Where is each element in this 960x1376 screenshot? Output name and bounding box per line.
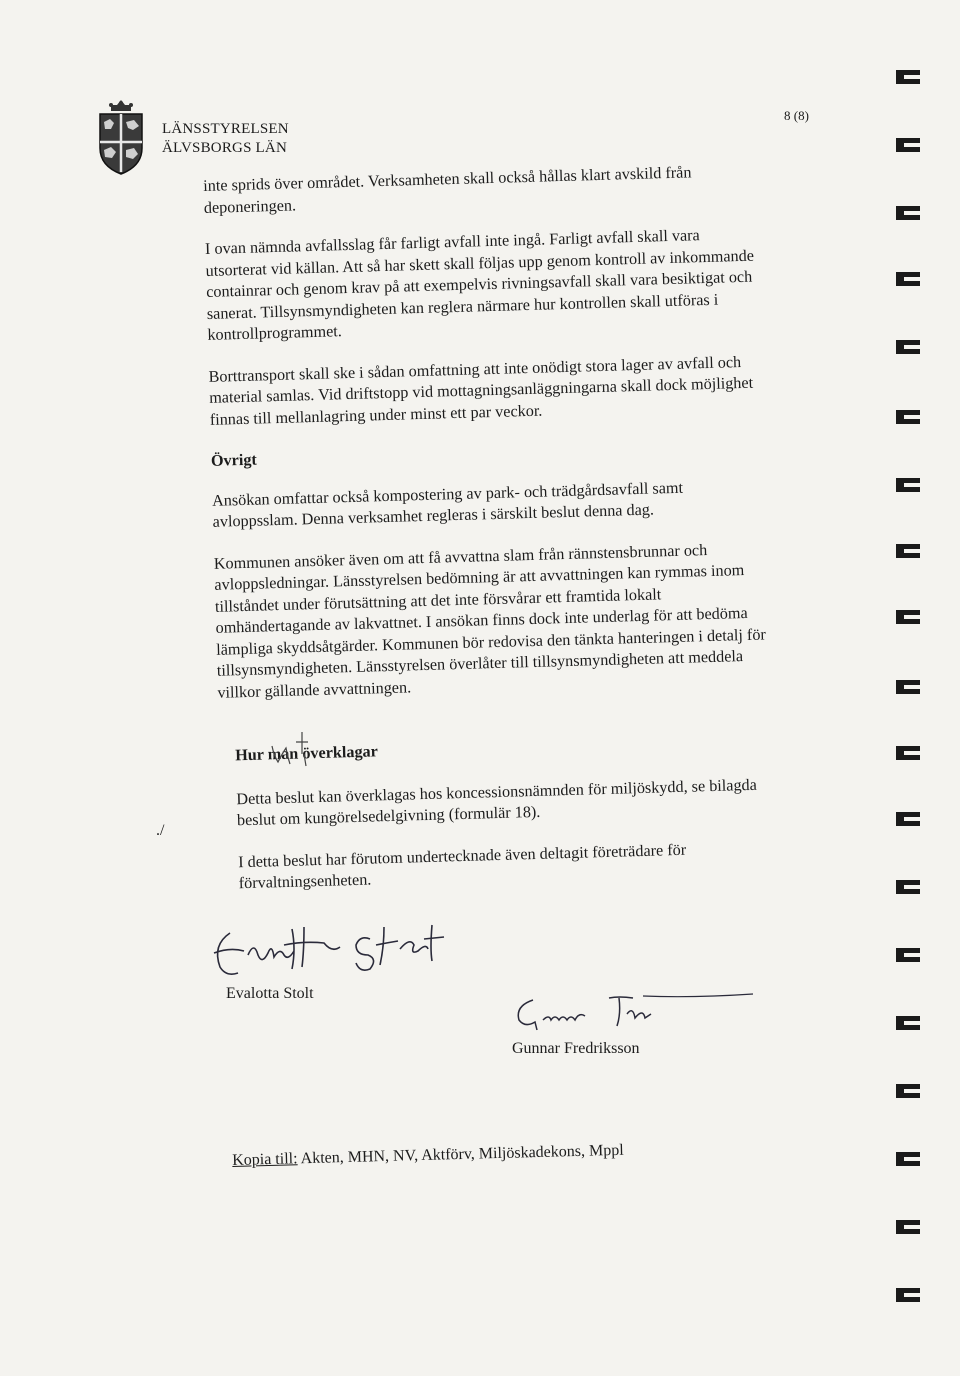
authority-county: ÄLVSBORGS LÄN bbox=[162, 140, 287, 156]
binding-punch-marks bbox=[888, 60, 928, 1360]
copy-distribution bbox=[232, 1142, 624, 1170]
page-number: 8 (8) bbox=[784, 108, 809, 123]
coat-of-arms-icon bbox=[96, 98, 146, 178]
signer-name: Evalotta Stolt bbox=[226, 985, 314, 1002]
authority-name: LÄNSSTYRELSEN bbox=[162, 121, 289, 137]
letter-body bbox=[203, 160, 783, 915]
section-heading-other: Övrigt bbox=[210, 450, 258, 470]
signature-evalotta-stolt bbox=[200, 915, 470, 985]
body-paragraph: inte sprids över området. Verksamheten skall också hållas klart avskild från deponeringen. bbox=[203, 163, 692, 217]
body-paragraph: Detta beslut kan överklagas hos koncessionsnämnden för miljöskydd, se bilagda beslut om kungörelsedelgivning (formulär 18). bbox=[236, 775, 758, 830]
body-paragraph: I ovan nämnda avfallsslag får farligt avfall inte ingå. Farligt avfall skall vara utsorterat vid källan. Att så har skett skall följas upp genom kontroll av inkommande containrar och genom krav på att exempelvis rivningsavfall skall vara besiktigat och sanerat. Tillsynsmyndigheten kan reglera närmare hur kontrollen skall utföras i kontrollprogrammet. bbox=[204, 226, 755, 344]
issuing-authority bbox=[162, 120, 289, 158]
margin-mark: ./ bbox=[156, 822, 165, 839]
signer-name: Gunnar Fredriksson bbox=[512, 1040, 640, 1057]
copy-recipients: Akten, MHN, NV, Aktförv, Miljöskadekons, Mppl bbox=[300, 1141, 624, 1168]
body-paragraph: Borttransport skall ske i sådan omfattning att inte onödigt stora lager av avfall och material samlas. Vid driftstopp vid mottagningsanläggningarna skall dock möjlighet finnas till mellanlagring under minst ett par veckor. bbox=[208, 352, 754, 429]
body-paragraph: Kommunen ansöker även om att få avvattna slam från rännstensbrunnar och avloppsledningar. Länsstyrelsen bedömning är att avvattningen kan rymmas inom tillståndet under förutsättning att det inte försvårar ett framtida lokalt omhändertagande av lakvattnet. I ansökan finns dock inte underlag för att bedöma lämpliga skyddsåtgärder. Kommunen bör redovisa den tänkta hanteringen i detalj för tillsynsmyndigheten. Länsstyrelsen överlåter till tillsynsmyndigheten att meddela villkor gällande avvattningen. bbox=[213, 540, 767, 702]
body-paragraph: I detta beslut har förutom undertecknade även deltagit företrädare för förvaltningsenheten. bbox=[237, 840, 687, 893]
signature-gunnar-fredriksson bbox=[503, 982, 763, 1042]
body-paragraph: Ansökan omfattar också kompostering av park- och trädgårdsavfall samt avloppsslam. Denna verksamhet regleras i särskilt beslut denna dag. bbox=[211, 478, 684, 531]
section-heading-appeal: Hur man överklagar bbox=[234, 742, 379, 765]
copy-label: Kopia till: bbox=[232, 1150, 298, 1169]
handwritten-initials-icon bbox=[266, 728, 316, 770]
